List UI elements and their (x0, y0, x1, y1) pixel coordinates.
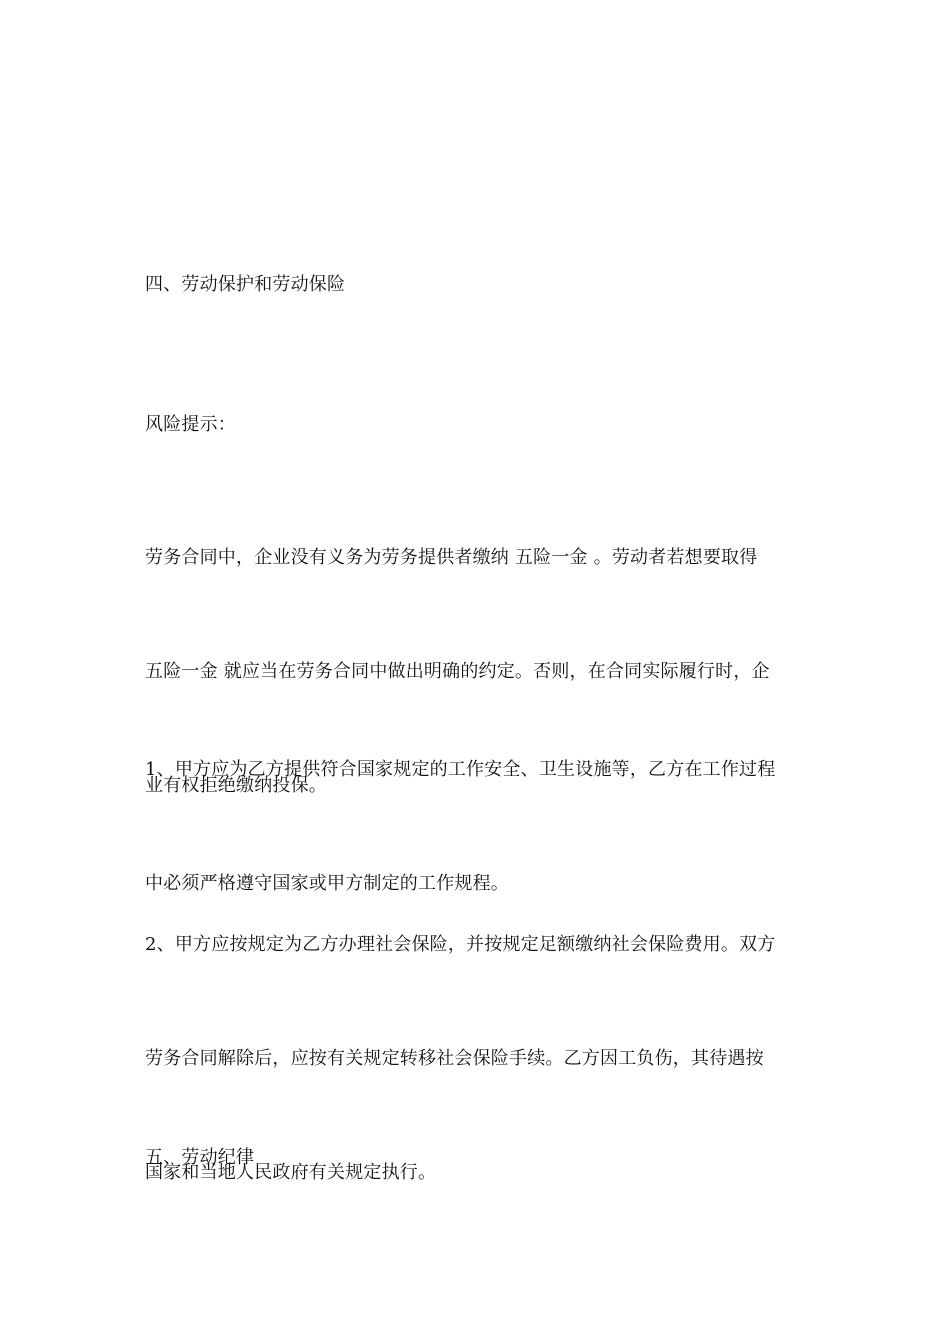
paragraph-line: 中必须严格遵守国家或甲方制定的工作规程。 (145, 873, 509, 894)
heading-text: 四、劳动保护和劳动保险 (145, 274, 346, 295)
risk-label-text: 风险提示： (145, 414, 236, 435)
paragraph-line: 国家和当地人民政府有关规定执行。 (145, 1162, 437, 1183)
paragraph-line: 业有权拒绝缴纳投保。 (145, 775, 327, 796)
paragraph-line: 劳务合同解除后，应按有关规定转移社会保险手续。乙方因工负伤，其待遇按 (145, 1048, 764, 1069)
paragraph-line: 五险一金 就应当在劳务合同中做出明确的约定。否则，在合同实际履行时，企 (145, 661, 770, 682)
paragraph-line: 2、甲方应按规定为乙方办理社会保险，并按规定足额缴纳社会保险费用。双方 (145, 934, 776, 955)
paragraph-line: 1、甲方应为乙方提供符合国家规定的工作安全、卫生设施等，乙方在工作过程 (145, 759, 776, 780)
heading-text: 五、劳动纪律 (145, 1147, 255, 1168)
section-heading-5 (145, 1063, 817, 1253)
paragraph-line: 劳务合同中，企业没有义务为劳务提供者缴纳 五险一金 。劳动者若想要取得 (145, 547, 758, 568)
